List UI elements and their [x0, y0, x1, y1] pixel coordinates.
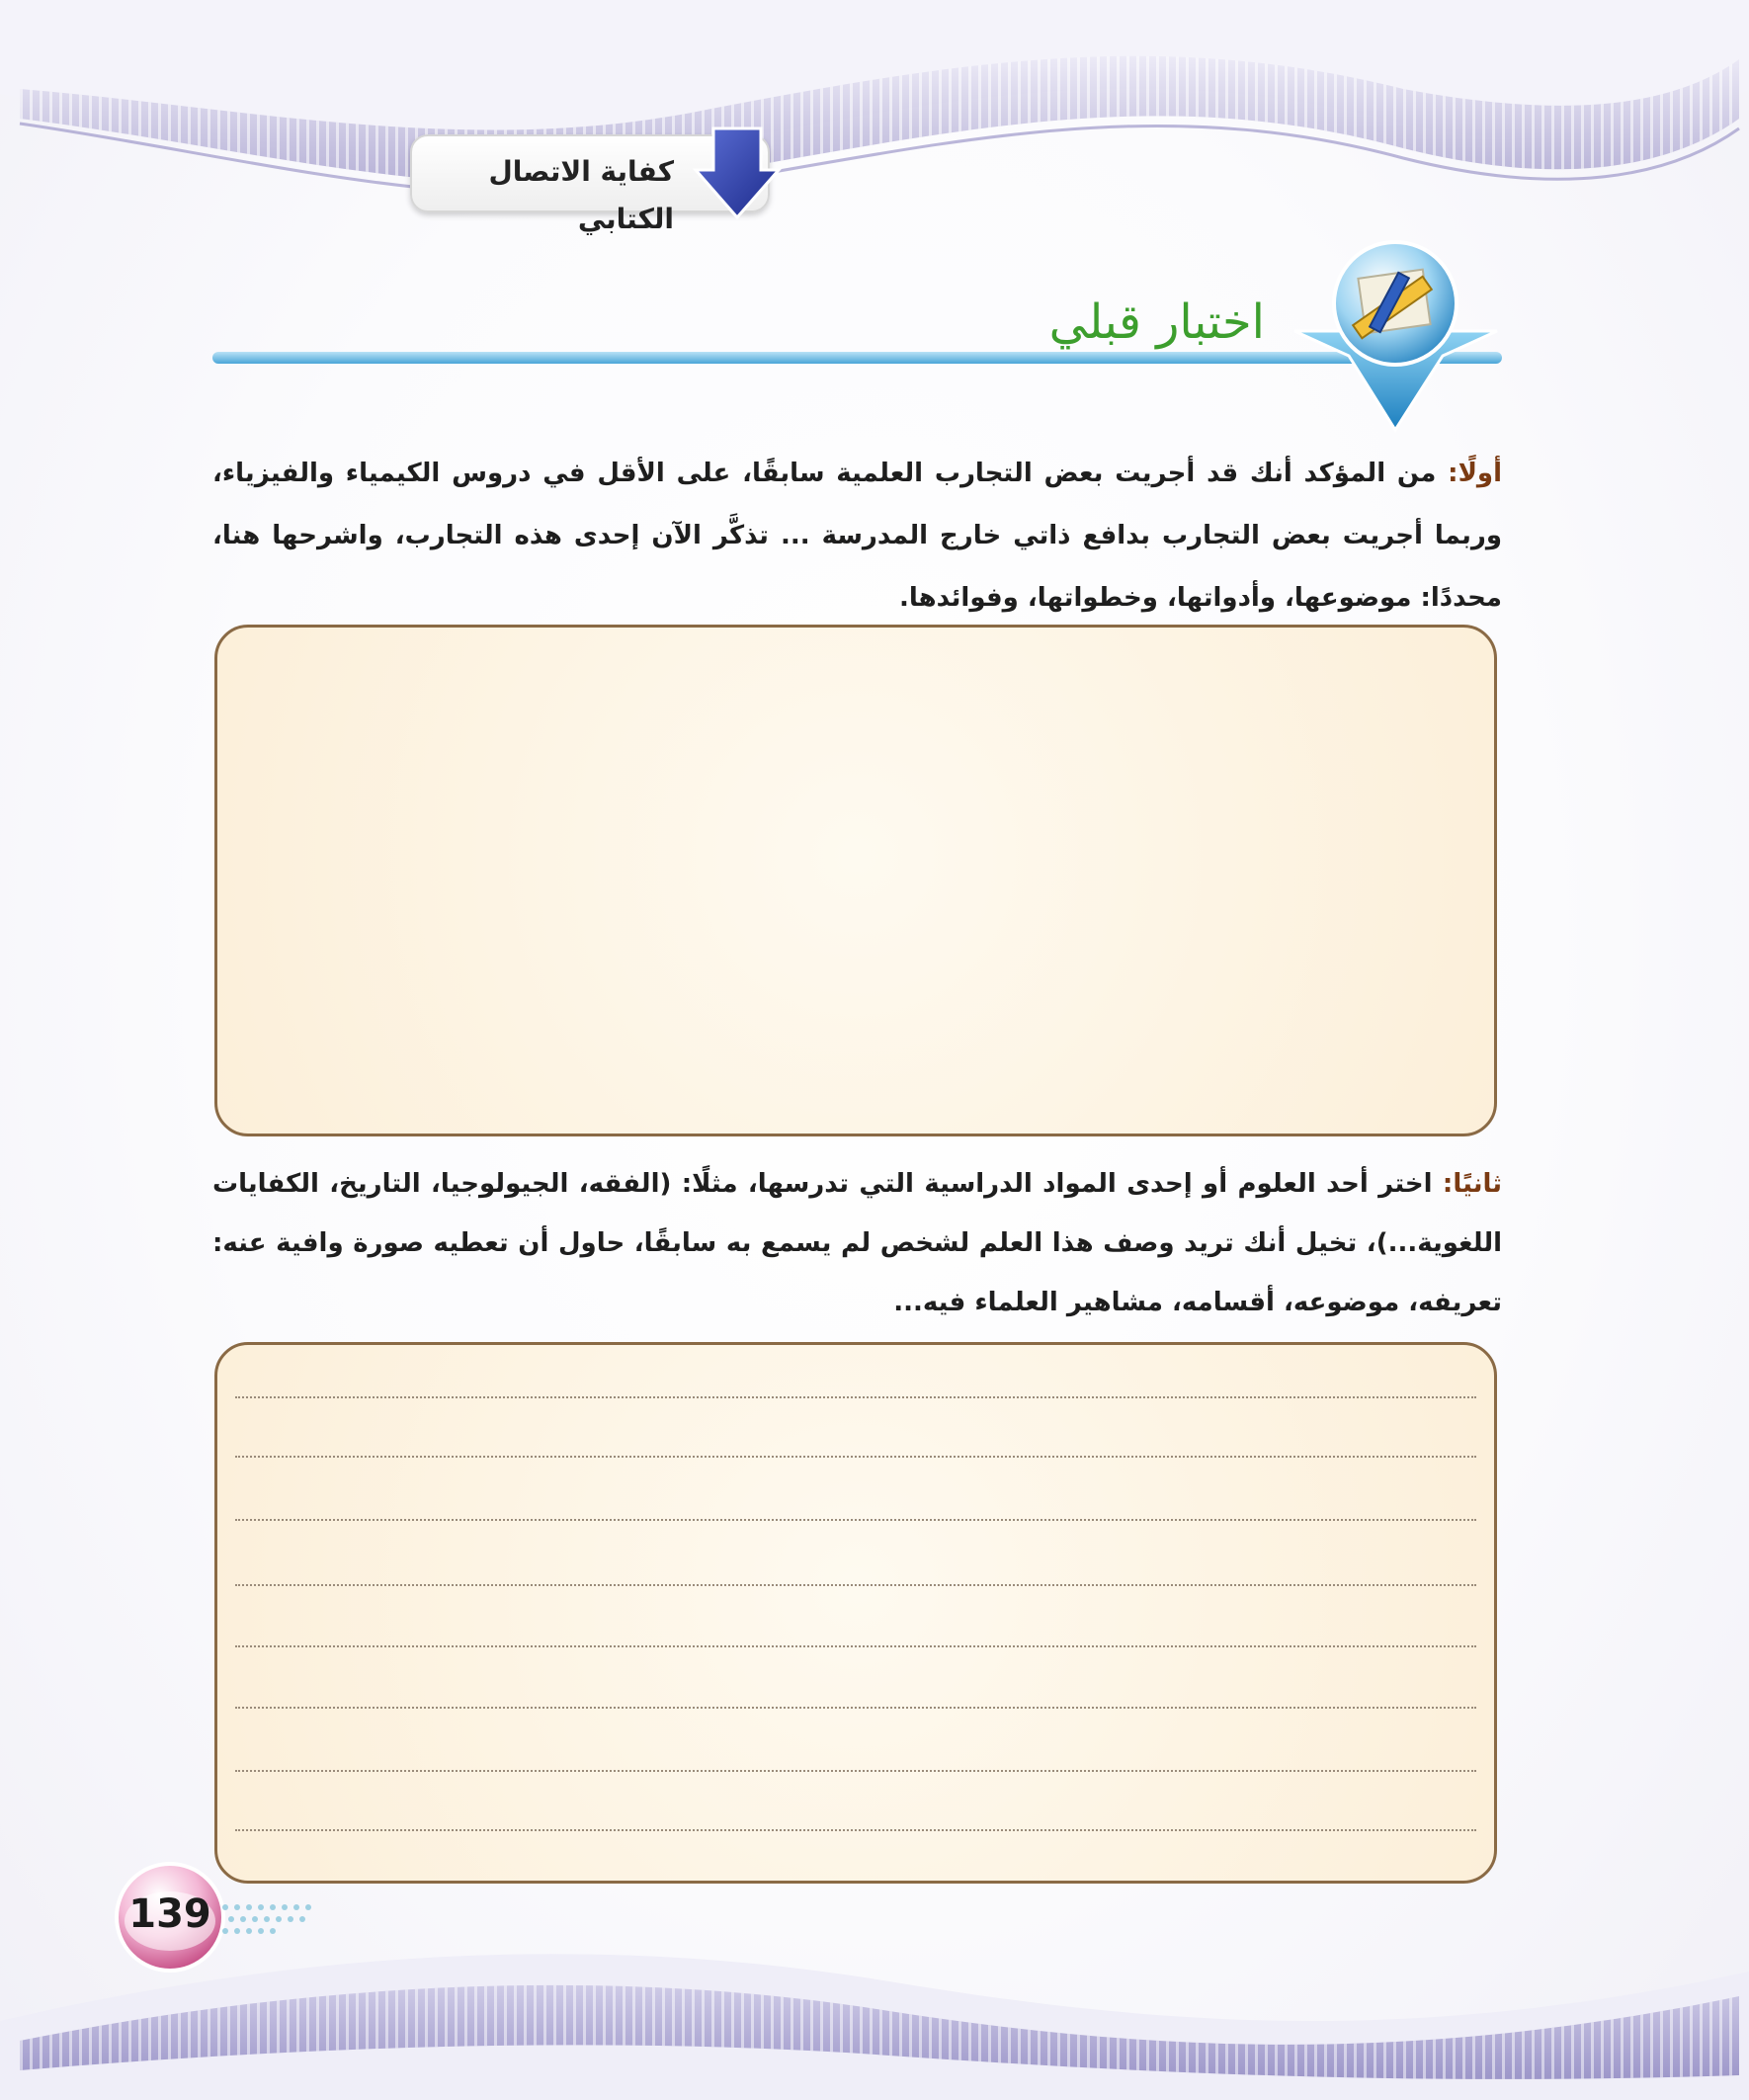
question-1: [212, 443, 1502, 630]
page-number: 139: [128, 1891, 211, 1937]
down-arrow-icon: [692, 123, 783, 221]
answer-box-1[interactable]: [214, 625, 1497, 1136]
writing-line: [235, 1584, 1476, 1586]
decorative-dots: [215, 1897, 334, 1947]
writing-line: [235, 1770, 1476, 1772]
answer-box-2[interactable]: [214, 1342, 1497, 1884]
writing-line: [235, 1645, 1476, 1647]
writing-line: [235, 1456, 1476, 1458]
question-2-label: ثانيًا:: [1432, 1169, 1502, 1199]
question-2: [212, 1154, 1502, 1332]
ruler-pencil-emblem-icon: [1285, 232, 1507, 435]
competency-tab-label: كفاية الاتصال الكتابي: [488, 155, 674, 235]
question-2-text: اختر أحد العلوم أو إحدى المواد الدراسية التي تدرسها، مثلًا: (الفقه، الجيولوجيا، التاريخ، الكفايات اللغوية...)، تخيل أنك تريد وصف هذا العلم لشخص لم يسمع به سابقًا، حاول أن تعطيه صورة وافية عنه: تعريفه، موضوعه، أقسامه، مشاهير العلماء فيه...: [212, 1169, 1502, 1317]
writing-line: [235, 1519, 1476, 1521]
question-1-label: أولًا:: [1436, 459, 1502, 488]
writing-line: [235, 1396, 1476, 1398]
question-1-text: من المؤكد أنك قد أجريت بعض التجارب العلمية سابقًا، على الأقل في دروس الكيمياء والفيزياء، وربما أجريت بعض التجارب بدافع ذاتي خارج المدرسة ... تذكَّر الآن إحدى هذه التجارب، واشرحها هنا، محددًا: موضوعها، وأدواتها، وخطواتها، وفوائدها.: [212, 459, 1502, 613]
section-title: اختبار قبلي: [1048, 294, 1265, 350]
writing-line: [235, 1829, 1476, 1831]
writing-line: [235, 1707, 1476, 1709]
